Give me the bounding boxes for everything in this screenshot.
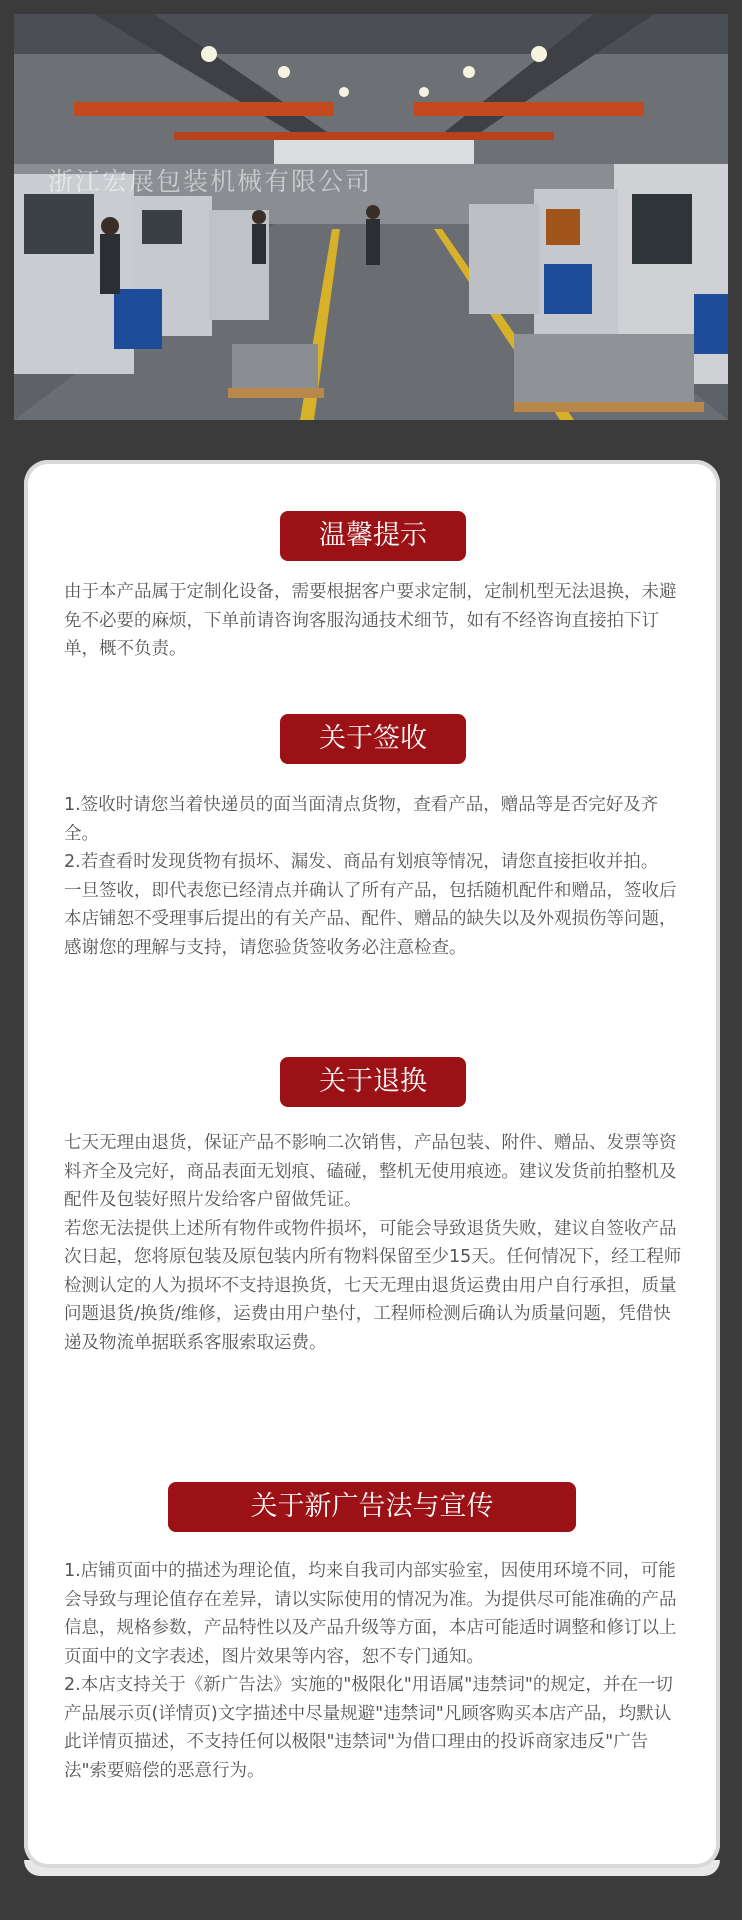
section-title-warm-tips: 温馨提示	[280, 511, 466, 561]
section-title-advertising-law: 关于新广告法与宣传	[168, 1482, 576, 1532]
section-body-advertising-law	[64, 1557, 688, 1785]
paragraph: 1.签收时请您当着快递员的面当面清点货物，查看产品，赠品等是否完好及齐全。	[64, 795, 659, 844]
section-body-returns	[64, 1129, 688, 1357]
section-title-returns: 关于退换	[280, 1057, 466, 1107]
paragraph: 2.本店支持关于《新广告法》实施的"极限化"用语属"违禁词"的规定，并在一切产品展示页(详情页)文字描述中尽量规避"违禁词"凡顾客购买本店产品，均默认此详情页描述，不支持任何以极限"违禁词"为借口理由的投诉商家违反"广告法"索要赔偿的恶意行为。	[64, 1675, 673, 1781]
paragraph: 七天无理由退货，保证产品不影响二次销售，产品包装、附件、赠品、发票等资料齐全及完好，商品表面无划痕、磕碰，整机无使用痕迹。建议发货前拍整机及配件及包装好照片发给客户留做凭证。	[64, 1133, 677, 1210]
section-title-signing: 关于签收	[280, 714, 466, 764]
photo-watermark: 浙江宏展包装机械有限公司	[48, 167, 373, 196]
section-body-warm-tips	[64, 578, 688, 664]
factory-photo	[14, 14, 728, 420]
paragraph: 2.若查看时发现货物有损坏、漏发、商品有划痕等情况，请您直接拒收并拍。	[64, 852, 659, 872]
paragraph: 若您无法提供上述所有物件或物件损坏，可能会导致退货失败，建议自签收产品次日起，您将原包装及原包装内所有物料保留至少15天。任何情况下，经工程师检测认定的人为损坏不支持退换货，七天无理由退货运费由用户自行承担，质量问题退货/换货/维修，运费由用户垫付，工程师检测后确认为质量问题，凭借快递及物流单据联系客服索取运费。	[64, 1218, 682, 1353]
paragraph: 由于本产品属于定制化设备，需要根据客户要求定制，定制机型无法退换，未避免不必要的麻烦，下单前请咨询客服沟通技术细节，如有不经咨询直接拍下订单，概不负责。	[64, 582, 677, 659]
paragraph: 1.店铺页面中的描述为理论值，均来自我司内部实验室，因使用环境不同，可能会导致与理论值存在差异，请以实际使用的情况为准。为提供尽可能准确的产品信息，规格参数，产品特性以及产品升级等方面，本店可能适时调整和修订以上页面中的文字表述，图片效果等内容，恕不专门通知。	[64, 1561, 677, 1667]
factory-scene	[14, 14, 728, 420]
section-body-signing	[64, 791, 688, 962]
paragraph: 一旦签收，即代表您已经清点并确认了所有产品，包括随机配件和赠品，签收后本店铺恕不受理事后提出的有关产品、配件、赠品的缺失以及外观损伤等问题，感谢您的理解与支持，请您验货签收务必注意检查。	[64, 880, 677, 958]
